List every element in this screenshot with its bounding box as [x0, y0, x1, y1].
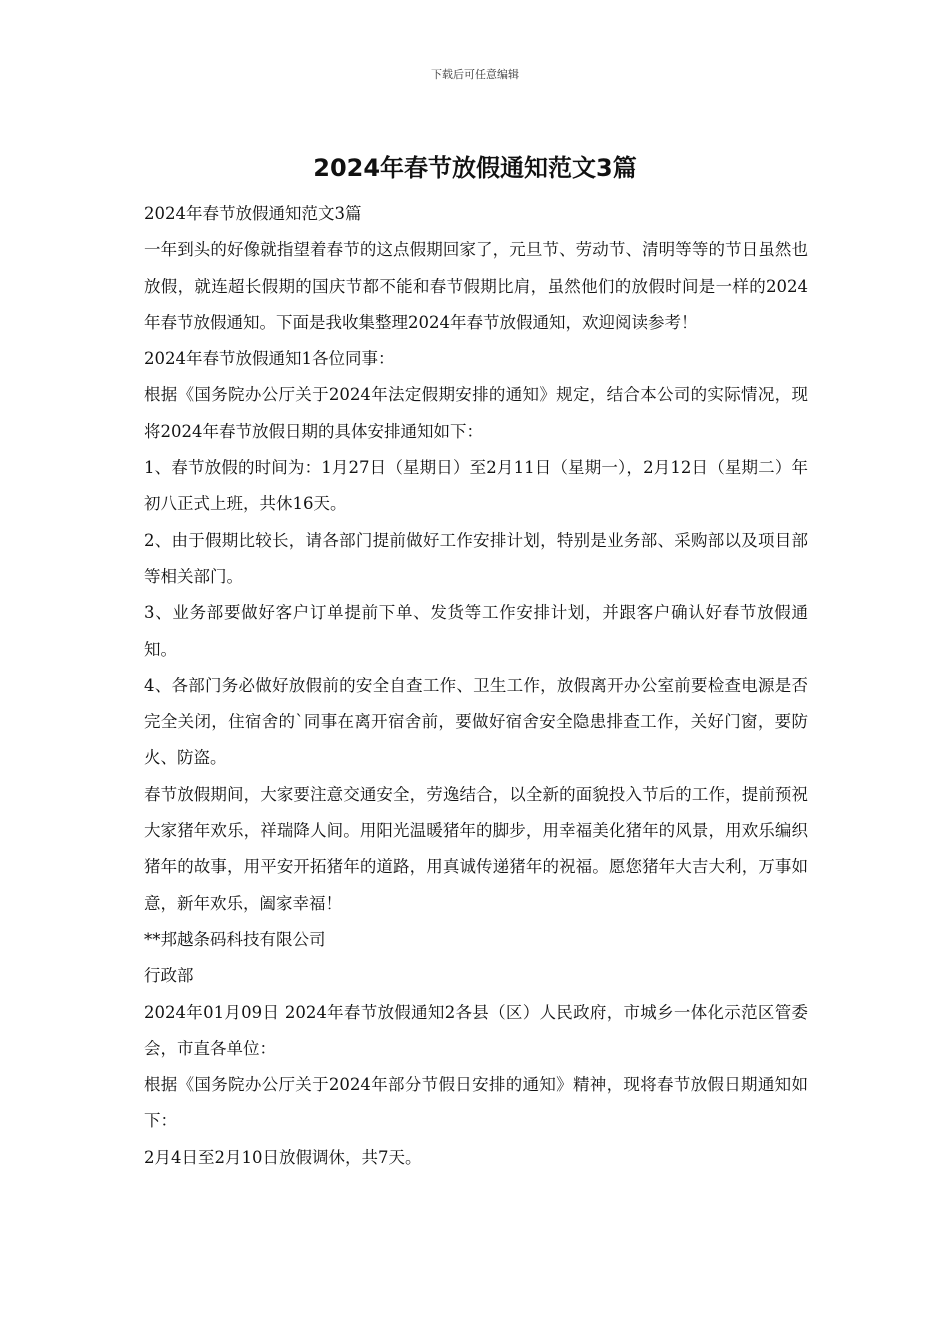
paragraph-wishes: 春节放假期间，大家要注意交通安全，劳逸结合，以全新的面貌投入节后的工作，提前预祝大家猪年欢乐，祥瑞降人间。用阳光温暖猪年的脚步，用幸福美化猪年的风景，用欢乐编织猪年的故事，用平安开拓猪年的道路，用真诚传递猪年的祝福。愿您猪年大吉大利，万事如意，新年欢乐，阖家幸福！ — [144, 784, 808, 913]
document-title: 2024年春节放假通知范文3篇 — [313, 154, 637, 182]
paragraph-item-1: 1、春节放假的时间为：1月27日（星期日）至2月11日（星期一），2月12日（星期二）年初八正式上班，共休16天。 — [144, 458, 808, 514]
paragraph-item-3: 3、业务部要做好客户订单提前下单、发货等工作安排计划，并跟客户确认好春节放假通知。 — [144, 603, 808, 659]
paragraph-notice2-heading: 2024年01月09日 2024年春节放假通知2各县（区）人民政府，市城乡一体化示范区管委会，市直各单位： — [144, 1002, 808, 1058]
paragraph-item-2: 2、由于假期比较长，请各部门提前做好工作安排计划，特别是业务部、采购部以及项目部等相关部门。 — [144, 530, 808, 586]
page-header-note: 下载后可任意编辑 — [431, 68, 519, 81]
paragraph-notice2-dates: 2月4日至2月10日放假调休，共7天。 — [144, 1147, 422, 1167]
paragraph-company: **邦越条码科技有限公司 — [144, 929, 326, 949]
paragraph-notice1-heading: 2024年春节放假通知1各位同事： — [144, 349, 395, 369]
paragraph-notice2-basis: 根据《国务院办公厅关于2024年部分节假日安排的通知》精神，现将春节放假日期通知如下： — [144, 1075, 808, 1131]
document-body — [144, 196, 808, 1176]
paragraph-intro: 一年到头的好像就指望着春节的这点假期回家了，元旦节、劳动节、清明等等的节日虽然也放假，就连超长假期的国庆节都不能和春节假期比肩，虽然他们的放假时间是一样的2024年春节放假通知。下面是我收集整理2024年春节放假通知，欢迎阅读参考！ — [144, 240, 808, 332]
paragraph-subtitle: 2024年春节放假通知范文3篇 — [144, 204, 362, 223]
paragraph-notice1-basis: 根据《国务院办公厅关于2024年法定假期安排的通知》规定，结合本公司的实际情况，现将2024年春节放假日期的具体安排通知如下： — [144, 385, 808, 441]
paragraph-department: 行政部 — [144, 966, 194, 986]
paragraph-item-4: 4、各部门务必做好放假前的安全自查工作、卫生工作，放假离开办公室前要检查电源是否完全关闭，住宿舍的`同事在离开宿舍前，要做好宿舍安全隐患排查工作，关好门窗，要防火、防盗。 — [144, 675, 808, 768]
